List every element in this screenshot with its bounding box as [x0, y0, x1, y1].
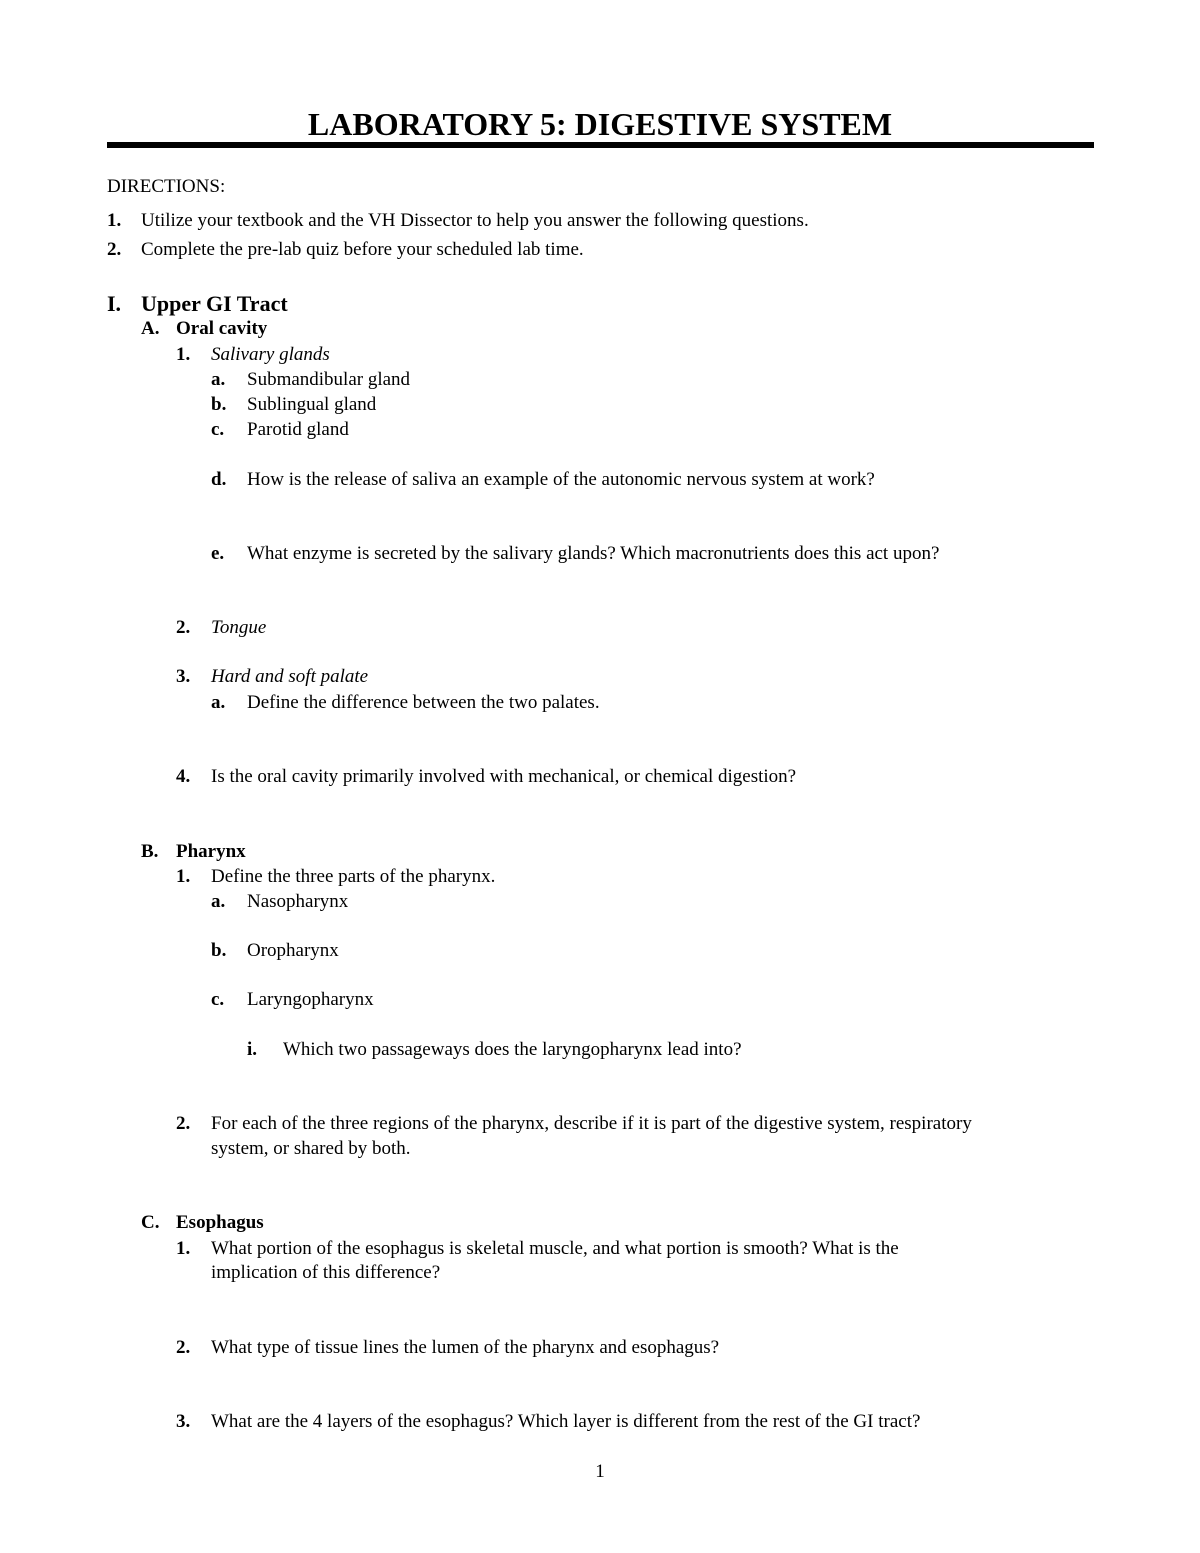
salivary-b-label: b.: [211, 394, 227, 415]
section-a-title: Oral cavity: [176, 318, 268, 339]
pharynx-item-2-question-line-2: system, or shared by both.: [211, 1138, 411, 1159]
salivary-a-text: Submandibular gland: [247, 369, 411, 390]
directions-item-1-number: 1.: [107, 210, 122, 231]
section-b-title: Pharynx: [176, 841, 246, 862]
esophagus-item-2-question: What type of tissue lines the lumen of the pharynx and esophagus?: [211, 1337, 720, 1358]
palate-a-label: a.: [211, 692, 226, 713]
directions-colon: :: [219, 176, 226, 197]
palate-a-question: Define the difference between the two palates.: [247, 692, 600, 713]
esophagus-item-2-number: 2.: [176, 1337, 191, 1358]
esophagus-item-1-question-line-2: implication of this difference?: [211, 1262, 441, 1283]
pharynx-c-i-label: i.: [247, 1039, 258, 1060]
pharynx-item-1-question: Define the three parts of the pharynx.: [211, 866, 496, 887]
pharynx-c-label: c.: [211, 989, 225, 1010]
section-1-number: I.: [107, 291, 122, 316]
salivary-c-label: c.: [211, 419, 225, 440]
section-c-label: C.: [141, 1212, 160, 1233]
esophagus-item-3-number: 3.: [176, 1411, 191, 1432]
oral-item-2-title: Tongue: [211, 617, 267, 638]
page-number: 1: [595, 1461, 605, 1482]
section-1-title: Upper GI Tract: [141, 291, 288, 316]
pharynx-item-2-question-line-1: For each of the three regions of the pharynx, describe if it is part of the digestive system, respiratory: [211, 1113, 972, 1134]
directions-heading-text: DIRECTIONS: [107, 176, 220, 197]
oral-item-3-title: Hard and soft palate: [211, 666, 369, 687]
esophagus-item-1-number: 1.: [176, 1238, 191, 1259]
salivary-d-question: How is the release of saliva an example of the autonomic nervous system at work?: [247, 469, 875, 490]
esophagus-item-1-question-line-1: What portion of the esophagus is skeletal muscle, and what portion is smooth? What is the: [211, 1238, 899, 1259]
salivary-e-question: What enzyme is secreted by the salivary glands? Which macronutrients does this act upon?: [247, 543, 940, 564]
oral-item-1-number: 1.: [176, 344, 191, 365]
pharynx-a-text: Nasopharynx: [247, 891, 349, 912]
pharynx-c-i-question: Which two passageways does the laryngopharynx lead into?: [283, 1039, 742, 1060]
section-a-label: A.: [141, 318, 160, 339]
directions-item-2-number: 2.: [107, 239, 122, 260]
page-title: LABORATORY 5: DIGESTIVE SYSTEM: [307, 106, 893, 142]
pharynx-c-text: Laryngopharynx: [247, 989, 374, 1010]
section-c-title: Esophagus: [176, 1212, 264, 1233]
oral-item-4-question: Is the oral cavity primarily involved with mechanical, or chemical digestion?: [211, 766, 797, 787]
salivary-b-text: Sublingual gland: [247, 394, 377, 415]
esophagus-item-3-question: What are the 4 layers of the esophagus? Which layer is different from the rest of the GI tract?: [211, 1411, 921, 1432]
pharynx-item-2-number: 2.: [176, 1113, 191, 1134]
pharynx-b-text: Oropharynx: [247, 940, 339, 961]
salivary-c-text: Parotid gland: [247, 419, 349, 440]
salivary-e-label: e.: [211, 543, 225, 564]
oral-item-4-number: 4.: [176, 766, 191, 787]
salivary-a-label: a.: [211, 369, 226, 390]
directions-item-1-text: Utilize your textbook and the VH Dissector to help you answer the following questions.: [141, 210, 809, 231]
directions-item-2-text: Complete the pre-lab quiz before your scheduled lab time.: [141, 239, 584, 260]
oral-item-3-number: 3.: [176, 666, 191, 687]
directions-heading: [107, 176, 225, 198]
pharynx-item-1-number: 1.: [176, 866, 191, 887]
oral-item-2-number: 2.: [176, 617, 191, 638]
pharynx-b-label: b.: [211, 940, 227, 961]
salivary-d-label: d.: [211, 469, 227, 490]
pharynx-a-label: a.: [211, 891, 226, 912]
oral-item-1-title: Salivary glands: [211, 344, 330, 365]
title-rule: [107, 142, 1094, 148]
section-b-label: B.: [141, 841, 159, 862]
